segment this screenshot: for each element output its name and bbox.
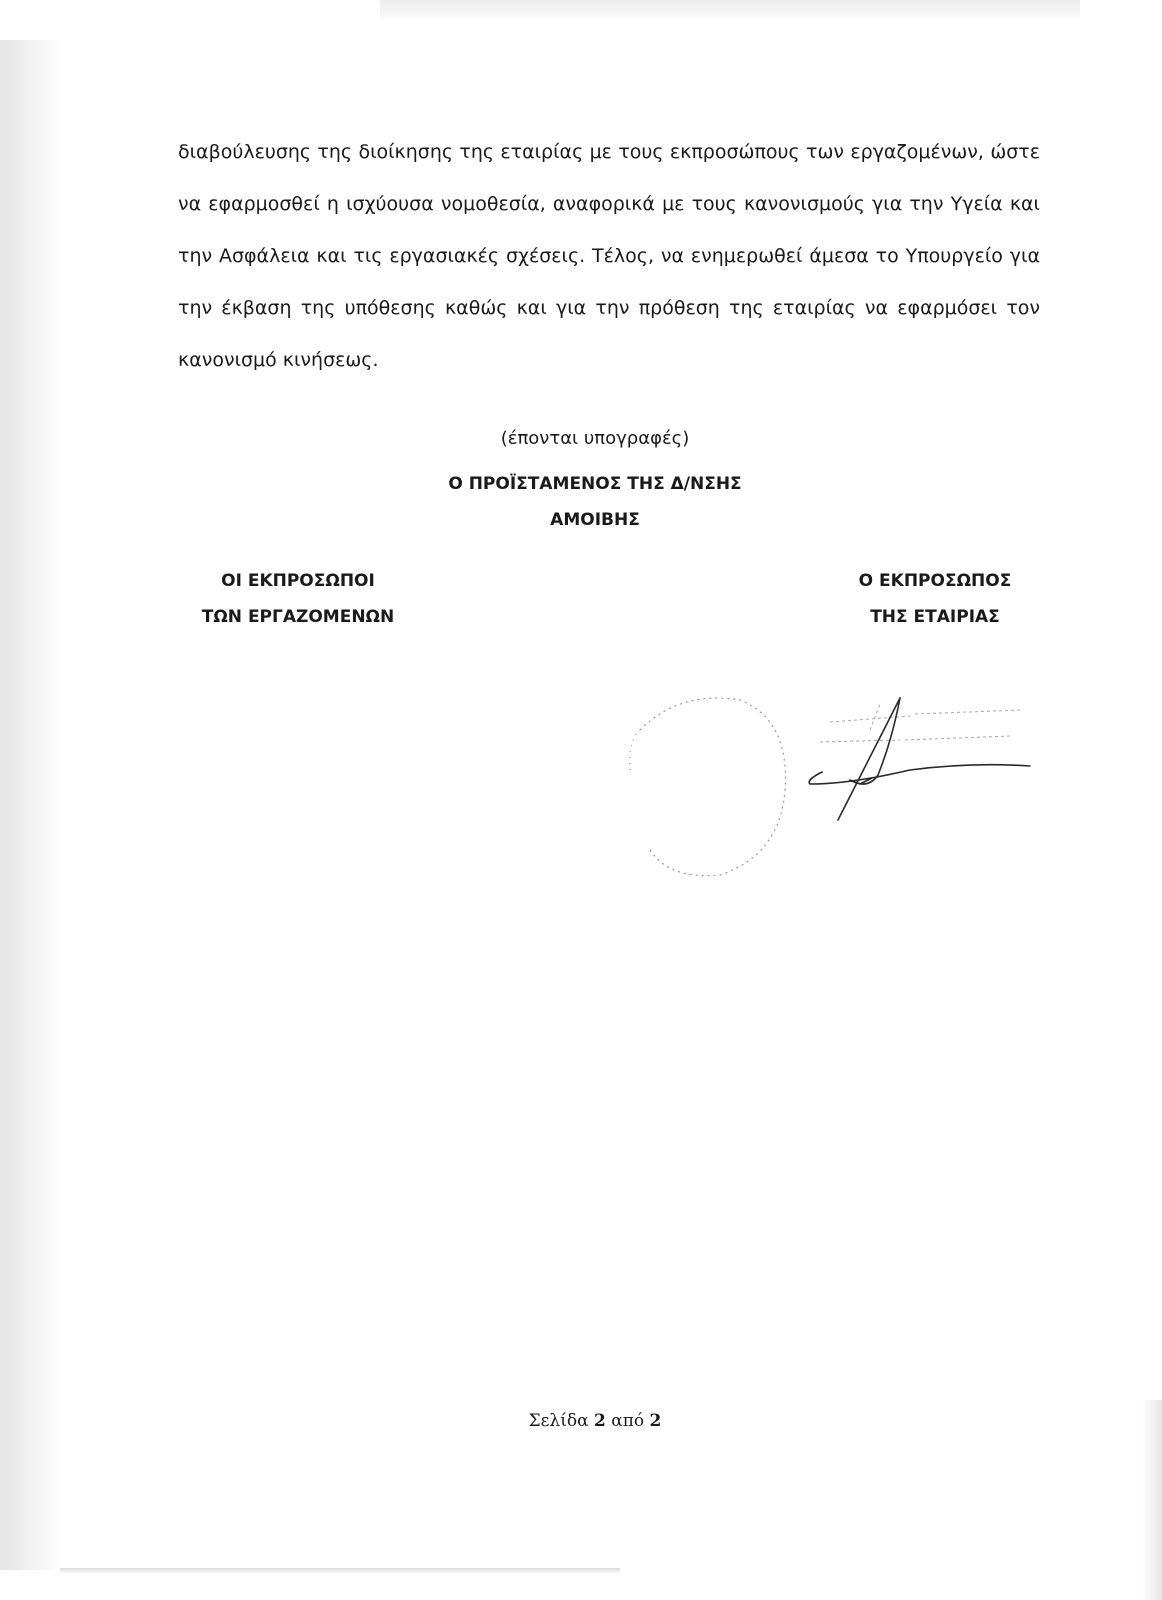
company-rep-line1: Ο ΕΚΠΡΟΣΩΠΟΣ: [858, 571, 1012, 591]
director-title-line1: Ο ΠΡΟΪΣΤΑΜΕΝΟΣ ΤΗΣ Δ/ΝΣΗΣ: [448, 474, 742, 494]
company-rep-line2: ΤΗΣ ΕΤΑΙΡΙΑΣ: [870, 607, 1000, 627]
stamp-marks: [820, 704, 1020, 742]
body-paragraph: διαβούλευσης της διοίκησης της εταιρίας με τους εκπροσώπους των εργαζομένων, ώστε να εφαρμοσθεί η ισχύουσα νομοθεσία, αναφορικά με τους κανονισμούς για την Υγεία και την Ασφάλεια και τις εργασιακές σχέσεις. Τέλος, να ενημερωθεί άμεσα το Υπουργείο για την έκβαση της υπόθεσης καθώς και για την πρόθεση της εταιρίας να εφαρμόσει τον κανονισμό κινήσεως.: [178, 141, 1040, 371]
page-of-label: από: [611, 1411, 645, 1431]
page-total: 2: [649, 1411, 662, 1431]
director-signature-block: [380, 428, 810, 538]
official-stamp-icon: [610, 680, 1040, 900]
employee-reps-line2: ΤΩΝ ΕΡΓΑΖΟΜΕΝΩΝ: [201, 607, 395, 627]
page-current: 2: [594, 1411, 606, 1431]
page-label: Σελίδα: [528, 1411, 589, 1431]
page-footer: [380, 1411, 810, 1431]
signatures-follow-note: (έπονται υπογραφές): [500, 428, 690, 449]
scan-shadow-left: [0, 40, 62, 1570]
employee-representatives-block: [178, 563, 418, 635]
director-title-line2: ΑΜΟΙΒΗΣ: [550, 510, 640, 530]
scan-shadow-top: [380, 0, 1080, 22]
handwritten-signature-icon: [809, 698, 1030, 820]
scan-shadow-right: [1142, 1400, 1162, 1600]
scan-shadow-bottom: [60, 1568, 620, 1574]
employee-reps-line1: ΟΙ ΕΚΠΡΟΣΩΠΟΙ: [221, 571, 375, 591]
company-representative-block: [820, 563, 1050, 635]
stamp-circle: [630, 698, 786, 876]
